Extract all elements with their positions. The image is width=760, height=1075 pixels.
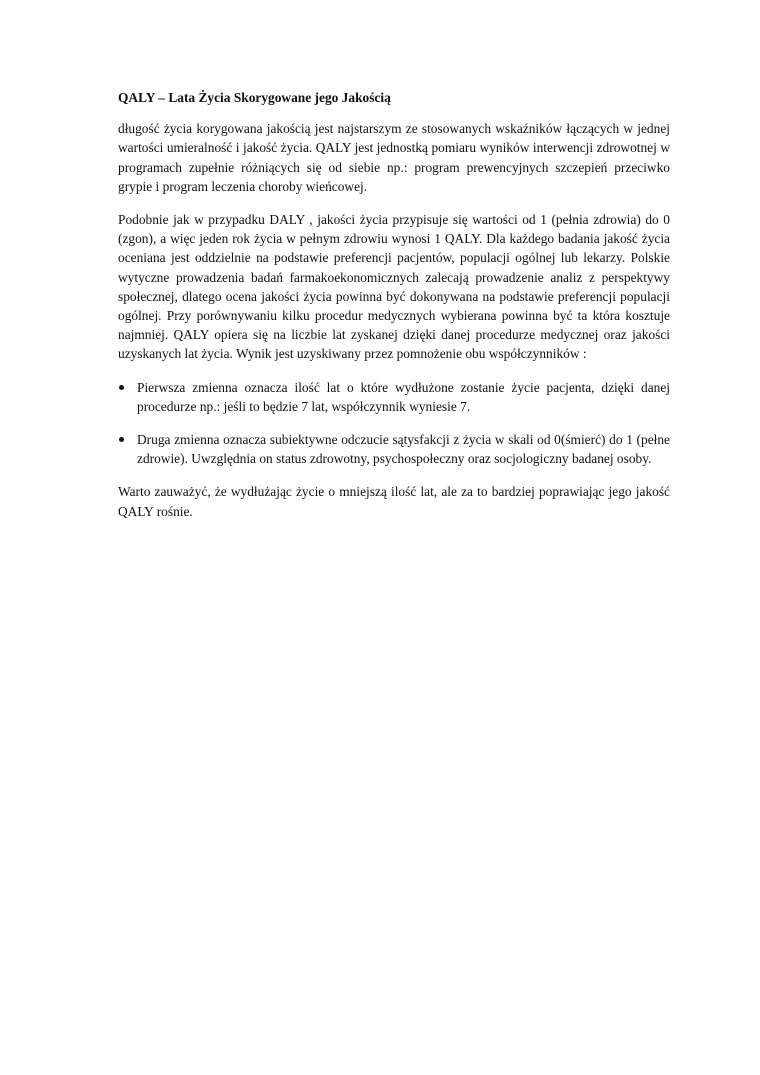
- bullet-text: Pierwsza zmienna oznacza ilość lat o które wydłużone zostanie życie pacjenta, dzięki danej procedurze np.: jeśli to będzie 7 lat, współczynnik wyniesie 7.: [137, 379, 670, 414]
- closing-paragraph: Warto zauważyć, że wydłużając życie o mniejszą ilość lat, ale za to bardziej poprawiając jego jakość QALY rośnie.: [118, 484, 670, 519]
- bullet-list: [118, 378, 670, 469]
- daly-paragraph: Podobnie jak w przypadku DALY , jakości życia przypisuje się wartości od 1 (pełnia zdrowia) do 0 (zgon), a więc jeden rok życia w pełnym zdrowiu wynosi 1 QALY. Dla każdego badania jakość życia oceniana jest oddzielnie na podstawie preferencji pacjentów, populacji ogólnej lub lekarzy. Polskie wytyczne prowadzenia badań farmakoekonomicznych zalecają prowadzenie analiz z perspektywy społecznej, dlatego ocena jakości życia powinna być dokonywana na podstawie preferencji populacji ogólnej. Przy porównywaniu kilku procedur medycznych wybierana powinna być ta która kosztuje najmniej. QALY opiera się na liczbie lat zyskanej dzięki danej procedurze medycznej oraz jakości uzyskanych lat życia. Wynik jest uzyskiwany przez pomnożenie obu współczynników :: [118, 212, 670, 362]
- document-title: QALY – Lata Życia Skorygowane jego Jakością: [118, 90, 391, 105]
- bullet-icon: [119, 385, 124, 390]
- document-page: [118, 88, 670, 535]
- list-item: [118, 430, 670, 468]
- bullet-text: Druga zmienna oznacza subiektywne odczucie sątysfakcji z życia w skali od 0(śmierć) do 1 (pełne zdrowie). Uwzględnia on status zdrowotny, psychospołeczny oraz socjologiczny badanej osoby.: [137, 432, 670, 467]
- bullet-icon: [119, 437, 124, 442]
- intro-paragraph: długość życia korygowana jakością jest najstarszym ze stosowanych wskaźników łączących w jednej wartości umieralność i jakość życia. QALY jest jednostką pomiaru wyników interwencji zdrowotnej w programach zupełnie różniących się od siebie np.: program prewencyjnych szczepień przeciwko grypie i program leczenia choroby wieńcowej.: [118, 121, 670, 194]
- list-item: [118, 378, 670, 416]
